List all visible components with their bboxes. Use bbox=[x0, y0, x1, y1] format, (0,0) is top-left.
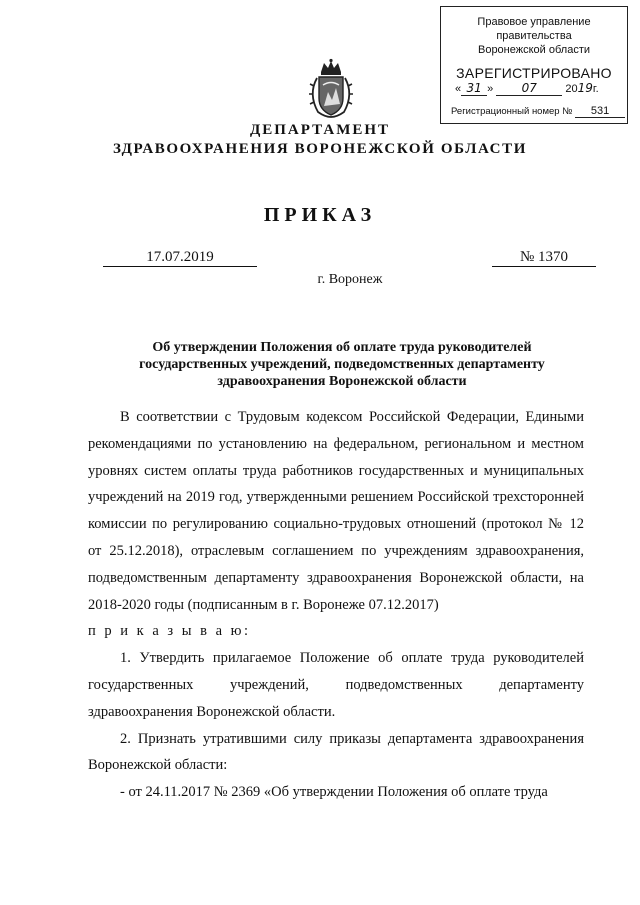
stamp-date-year: 19 bbox=[577, 81, 593, 95]
department-name-line2: ЗДРАВООХРАНЕНИЯ ВОРОНЕЖСКОЙ ОБЛАСТИ bbox=[112, 141, 527, 157]
order-subject: Об утверждении Положения об оплате труда руководителей государственных учреждений, подведомственных департаменту здравоохранения Воронежской области bbox=[139, 340, 545, 389]
item-2-sub-1: - от 24.11.2017 № 2369 «Об утверждении Положения об оплате труда bbox=[120, 784, 548, 801]
stamp-date-day: 31 bbox=[461, 81, 487, 96]
stamp-date-month: 07 bbox=[496, 81, 562, 96]
stamp-organization bbox=[441, 15, 627, 57]
stamp-reg-number-label: Регистрационный номер № bbox=[451, 106, 573, 117]
order-number: № 1370 bbox=[492, 248, 596, 267]
order-city: г. Воронеж bbox=[317, 272, 383, 287]
item-2-paragraph: 2. Признать утратившими силу приказы департамента здравоохранения Воронежской области: bbox=[88, 730, 584, 774]
order-body bbox=[88, 404, 584, 806]
stamp-reg-number bbox=[451, 105, 627, 118]
preamble-paragraph: В соответствии с Трудовым кодексом Российской Федерации, Едиными рекомендациями по установлению на федеральном, региональном и местном уровнях систем оплаты труда работников государственных и муниципальных учреждений на 2019 год, утвержденными решением Российской трехсторонней комиссии по регулированию социально-трудовых отношений (протокол № 12 от 25.12.2018), отраслевым соглашением по учреждениям здравоохранения, подведомственным департаменту здравоохранения Воронежской области, на 2018-2020 годы (подписанным в г. Воронеже 07.12.2017) bbox=[88, 409, 584, 613]
registration-stamp bbox=[440, 6, 628, 124]
stamp-organization-line1: Правовое управление правительства bbox=[477, 16, 591, 42]
coat-of-arms-icon bbox=[306, 58, 356, 118]
stamp-reg-number-value: 531 bbox=[575, 105, 625, 118]
document-type-title: ПРИКАЗ bbox=[263, 204, 377, 226]
stamp-date: « 31 » 07 2019г. bbox=[455, 81, 599, 95]
decree-word: п р и к а з ы в а ю: bbox=[88, 623, 251, 640]
stamp-organization-line2: Воронежской области bbox=[477, 44, 590, 56]
stamp-date-year-suffix: г. bbox=[592, 83, 599, 95]
order-date: 17.07.2019 bbox=[103, 248, 257, 267]
stamp-date-year-prefix: 20 bbox=[565, 83, 578, 95]
stamp-registered-label: ЗАРЕГИСТРИРОВАНО bbox=[456, 65, 612, 81]
item-1-paragraph: 1. Утвердить прилагаемое Положение об оплате труда руководителей государственных учреждений, подведомственных департаменту здравоохранения Воронежской области. bbox=[88, 650, 584, 720]
department-name-line1: ДЕПАРТАМЕНТ bbox=[249, 122, 391, 138]
